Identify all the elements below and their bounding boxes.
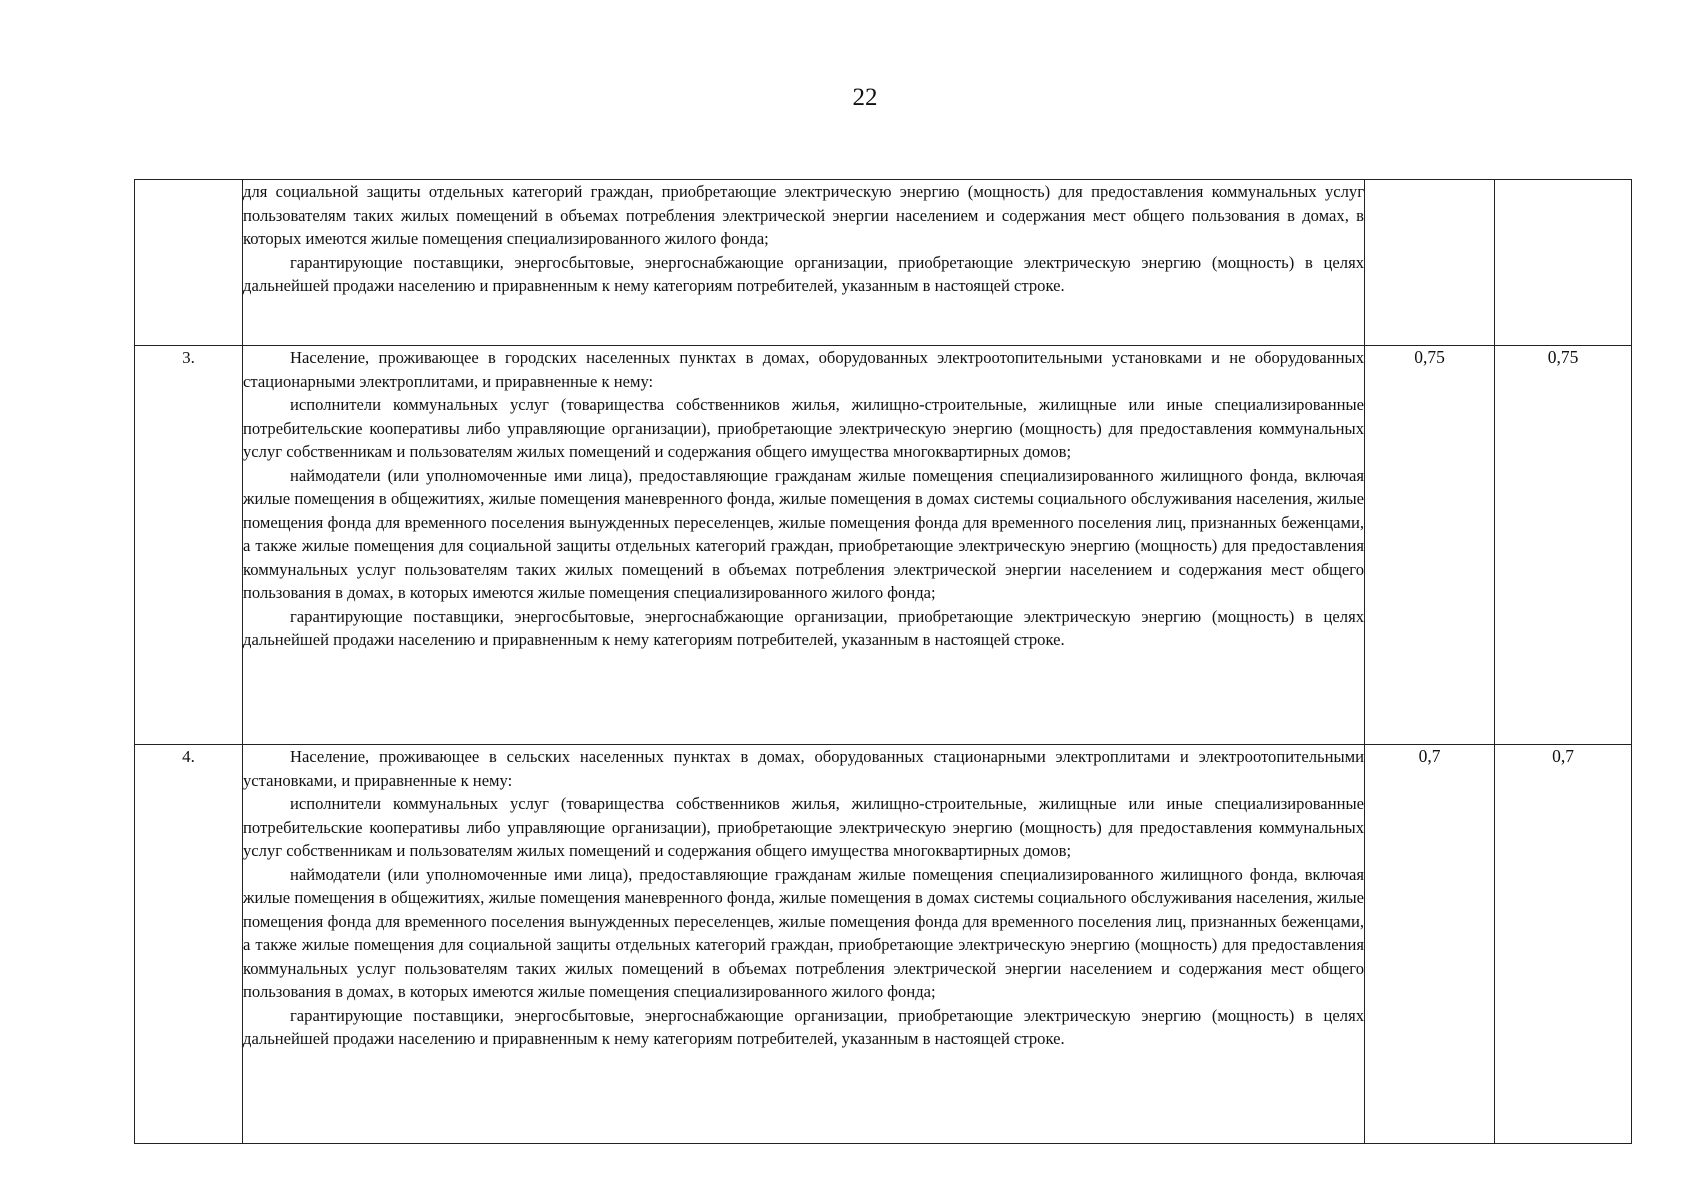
tariff-coefficients-table: [134, 179, 1632, 1144]
table-row: [135, 346, 1632, 745]
table-row: [135, 180, 1632, 346]
row-description-cell: [243, 745, 1365, 1144]
value-cell-1: 0,7: [1365, 745, 1495, 1144]
value-cell-2: 0,7: [1495, 745, 1632, 1144]
paragraph: гарантирующие поставщики, энергосбытовые, энергоснабжающие организации, приобретающие электрическую энергию (мощность) в целях дальнейшей продажи населению и приравненным к нему категориям потребителей, указанным в настоящей строке.: [243, 252, 1364, 295]
value-cell-2: 0,75: [1495, 346, 1632, 745]
value-cell-1: [1365, 180, 1495, 346]
paragraph: гарантирующие поставщики, энергосбытовые, энергоснабжающие организации, приобретающие электрическую энергию (мощность) в целях дальнейшей продажи населению и приравненным к нему категориям потребителей, указанным в настоящей строке.: [243, 1005, 1364, 1048]
row-number-cell: 4.: [135, 745, 243, 1144]
value-cell-2: [1495, 180, 1632, 346]
page-number: 22: [852, 84, 878, 111]
value-cell-1: 0,75: [1365, 346, 1495, 745]
paragraph: для социальной защиты отдельных категорий граждан, приобретающие электрическую энергию (мощность) для предоставления коммунальных услуг пользователям таких жилых помещений в объемах потребления электрической энергии населением и содержания мест общего пользования в домах, в которых имеются жилые помещения специализированного жилого фонда;: [243, 182, 1364, 248]
paragraph: исполнители коммунальных услуг (товарищества собственников жилья, жилищно-строительные, жилищные или иные специализированные потребительские кооперативы либо управляющие организации), приобретающие электрическую энергию (мощность) для предоставления коммунальных услуг собственникам и пользователям жилых помещений и содержания общего имущества многоквартирных домов;: [243, 395, 1364, 461]
table-row: [135, 745, 1632, 1144]
paragraph: наймодатели (или уполномоченные ими лица), предоставляющие гражданам жилые помещения специализированного жилищного фонда, включая жилые помещения в общежитиях, жилые помещения маневренного фонда, жилые помещения в домах системы социального обслуживания населения, жилые помещения фонда для временного поселения вынужденных переселенцев, жилые помещения фонда для временного поселения лиц, признанных беженцами, а также жилые помещения для социальной защиты отдельных категорий граждан, приобретающие электрическую энергию (мощность) для предоставления коммунальных услуг пользователям таких жилых помещений в объемах потребления электрической энергии населением и содержания мест общего пользования в домах, в которых имеются жилые помещения специализированного жилого фонда;: [243, 864, 1364, 1001]
paragraph: гарантирующие поставщики, энергосбытовые, энергоснабжающие организации, приобретающие электрическую энергию (мощность) в целях дальнейшей продажи населению и приравненным к нему категориям потребителей, указанным в настоящей строке.: [243, 606, 1364, 649]
row-number-cell: 3.: [135, 346, 243, 745]
row-number-cell: [135, 180, 243, 346]
paragraph: Население, проживающее в городских населенных пунктах в домах, оборудованных электроотопительными установками и не оборудованных стационарными электроплитами, и приравненные к нему:: [243, 348, 1364, 391]
paragraph: наймодатели (или уполномоченные ими лица), предоставляющие гражданам жилые помещения специализированного жилищного фонда, включая жилые помещения в общежитиях, жилые помещения маневренного фонда, жилые помещения в домах системы социального обслуживания населения, жилые помещения фонда для временного поселения вынужденных переселенцев, жилые помещения фонда для временного поселения лиц, признанных беженцами, а также жилые помещения для социальной защиты отдельных категорий граждан, приобретающие электрическую энергию (мощность) для предоставления коммунальных услуг пользователям таких жилых помещений в объемах потребления электрической энергии населением и содержания мест общего пользования в домах, в которых имеются жилые помещения специализированного жилого фонда;: [243, 465, 1364, 602]
row-description-cell: [243, 180, 1365, 346]
row-description-cell: [243, 346, 1365, 745]
paragraph: исполнители коммунальных услуг (товарищества собственников жилья, жилищно-строительные, жилищные или иные специализированные потребительские кооперативы либо управляющие организации), приобретающие электрическую энергию (мощность) для предоставления коммунальных услуг собственникам и пользователям жилых помещений и содержания общего имущества многоквартирных домов;: [243, 794, 1364, 860]
paragraph: Население, проживающее в сельских населенных пунктах в домах, оборудованных стационарными электроплитами и электроотопительными установками, и приравненные к нему:: [243, 747, 1364, 790]
